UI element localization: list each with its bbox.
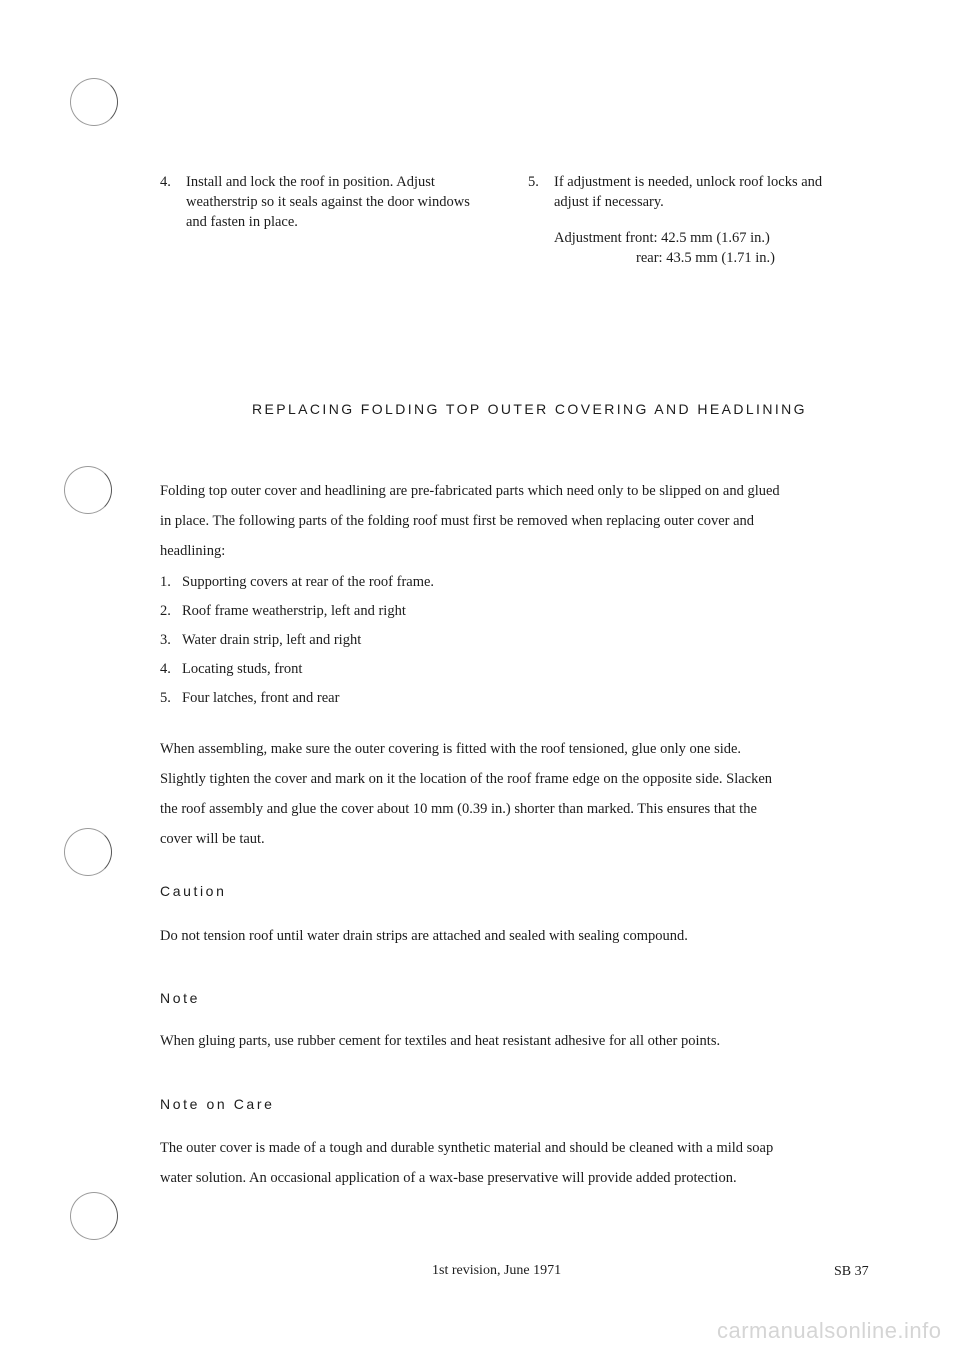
binder-hole-2 (64, 466, 112, 514)
step-5-line: adjust if necessary. (554, 194, 664, 210)
binder-hole-1 (70, 78, 118, 126)
caution-title: Caution (160, 883, 227, 899)
intro-line: Folding top outer cover and headlining are pre-fabricated parts which need only to be slipped on and glued (160, 483, 780, 499)
adjustment-front-value: 42.5 mm (1.67 in.) (661, 230, 770, 246)
list-item-text: Locating studs, front (182, 661, 303, 677)
list-item (160, 659, 760, 688)
caution-text: Do not tension roof until water drain strips are attached and sealed with sealing compound. (160, 928, 688, 944)
note-on-care-title: Note on Care (160, 1096, 275, 1112)
assembly-paragraph (160, 734, 900, 854)
step-5 (528, 172, 908, 212)
list-item-number: 1. (160, 574, 171, 590)
list-item (160, 601, 760, 630)
list-item (160, 630, 760, 659)
list-item-number: 3. (160, 632, 171, 648)
site-watermark: carmanualsonline.info (717, 1318, 942, 1343)
list-item-text: Supporting covers at rear of the roof frame. (182, 574, 435, 590)
revision-date: 1st revision, June 1971 (432, 1263, 562, 1278)
note-title: Note (160, 990, 200, 1006)
assembly-line: the roof assembly and glue the cover about 10 mm (0.39 in.) shorter than marked. This ensures that the (160, 801, 757, 817)
assembly-line: cover will be taut. (160, 831, 265, 847)
adjustment-rear-value: 43.5 mm (1.71 in.) (666, 250, 775, 266)
note-on-care-text (160, 1133, 900, 1193)
list-item-number: 2. (160, 603, 171, 619)
list-item (160, 572, 760, 601)
assembly-line: Slightly tighten the cover and mark on it the location of the roof frame edge on the opposite side. Slacken (160, 771, 773, 787)
note-on-care-line: water solution. An occasional application of a wax-base preservative will provide added protection. (160, 1170, 737, 1186)
adjustment-values (554, 228, 914, 268)
adjustment-front-label: Adjustment front: (554, 230, 658, 246)
list-item-text: Water drain strip, left and right (182, 632, 362, 648)
adjustment-rear-label: rear: (636, 250, 663, 266)
step-4 (160, 172, 520, 232)
step-5-number: 5. (528, 174, 539, 190)
list-item (160, 688, 760, 717)
assembly-line: When assembling, make sure the outer covering is fitted with the roof tensioned, glue only one side. (160, 741, 742, 757)
step-4-line: Install and lock the roof in position. Adjust (186, 174, 435, 190)
binder-hole-4 (70, 1192, 118, 1240)
step-5-line: If adjustment is needed, unlock roof locks and (554, 174, 823, 190)
step-4-line: and fasten in place. (186, 214, 298, 230)
intro-line: headlining: (160, 543, 226, 559)
page-code: SB 37 (834, 1264, 869, 1279)
binder-hole-3 (64, 828, 112, 876)
list-item-text: Four latches, front and rear (182, 690, 340, 706)
note-text: When gluing parts, use rubber cement for textiles and heat resistant adhesive for all other points. (160, 1033, 721, 1049)
intro-paragraph (160, 476, 900, 566)
step-4-number: 4. (160, 174, 171, 190)
section-heading: REPLACING FOLDING TOP OUTER COVERING AND HEADLINING (252, 401, 807, 417)
list-item-number: 4. (160, 661, 171, 677)
list-item-number: 5. (160, 690, 171, 706)
parts-list (160, 572, 760, 717)
step-4-line: weatherstrip so it seals against the door windows (186, 194, 470, 210)
note-on-care-line: The outer cover is made of a tough and durable synthetic material and should be cleaned with a mild soap (160, 1140, 774, 1156)
intro-line: in place. The following parts of the folding roof must first be removed when replacing outer cover and (160, 513, 755, 529)
list-item-text: Roof frame weatherstrip, left and right (182, 603, 406, 619)
